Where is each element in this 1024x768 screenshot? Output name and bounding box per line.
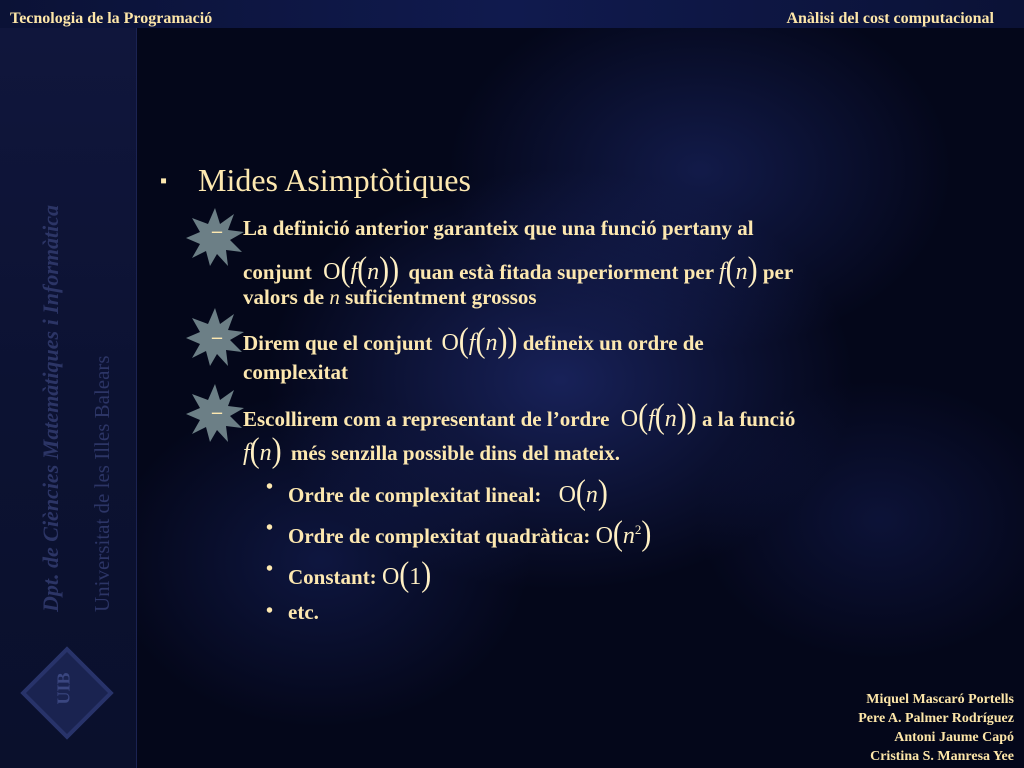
author-name: Pere A. Palmer Rodríguez [858, 711, 1014, 726]
author-name: Miquel Mascaró Portells [866, 692, 1014, 707]
dot-bullet-icon: • [266, 600, 274, 622]
uib-logo-text: UIB [53, 672, 74, 705]
item-linear: Ordre de complexitat lineal: O(n) [288, 473, 608, 512]
formula-O-n-squared: $O(n^2)$ [595, 514, 652, 553]
dot-bullet-icon: • [266, 558, 274, 580]
formula-O-f-n: O(f(n)) [620, 397, 697, 436]
p2-line2: complexitat [243, 360, 348, 384]
square-bullet-icon: ▪ [160, 170, 168, 192]
formula-O-f-n: O(f(n)) [441, 321, 518, 360]
dash-bullet-icon: – [212, 220, 222, 242]
department-name: Dpt. de Ciències Matemàtiques i Informàtica [38, 205, 63, 612]
dash-bullet-icon: – [212, 326, 222, 348]
formula-f-n: f(n) [243, 431, 282, 470]
item-quadratic: Ordre de complexitat quadràtica: $O(n^2)$ [288, 514, 652, 553]
p1-line2: conjunt O(f(n)) quan està fitada superiorment per f(n) per [243, 250, 794, 289]
dot-bullet-icon: • [266, 517, 274, 539]
formula-O-1: O(1) [381, 555, 432, 594]
p1-line1: La definició anterior garanteix que una funció pertany al [243, 216, 754, 240]
item-constant: Constant: O(1) [288, 555, 432, 594]
university-name: Universitat de les Illes Balears [90, 355, 114, 612]
formula-O-f-n: O(f(n)) [323, 250, 400, 289]
author-name: Antoni Jaume Capó [894, 730, 1014, 745]
item-etc: etc. [288, 600, 319, 624]
slide-heading: Mides Asimptòtiques [198, 162, 471, 198]
authors-block [858, 690, 1014, 766]
formula-f-n: f(n) [718, 250, 758, 289]
formula-O-n: O(n) [558, 473, 608, 512]
dot-bullet-icon: • [266, 476, 274, 498]
section-title: Anàlisi del cost computacional [786, 10, 994, 27]
p3-line2: f(n) més senzilla possible dins del mateix. [243, 431, 620, 470]
p3-line1: Escollirem com a representant de l’ordre O(f(n)) a la funció [243, 397, 796, 436]
dash-bullet-icon: – [212, 401, 222, 423]
p1-line3: valors de n suficientment grossos [243, 285, 537, 309]
author-name: Cristina S. Manresa Yee [870, 749, 1014, 764]
p2-line1: Direm que el conjunt O(f(n)) defineix un ordre de [243, 321, 704, 360]
course-title: Tecnologia de la Programació [10, 10, 213, 27]
